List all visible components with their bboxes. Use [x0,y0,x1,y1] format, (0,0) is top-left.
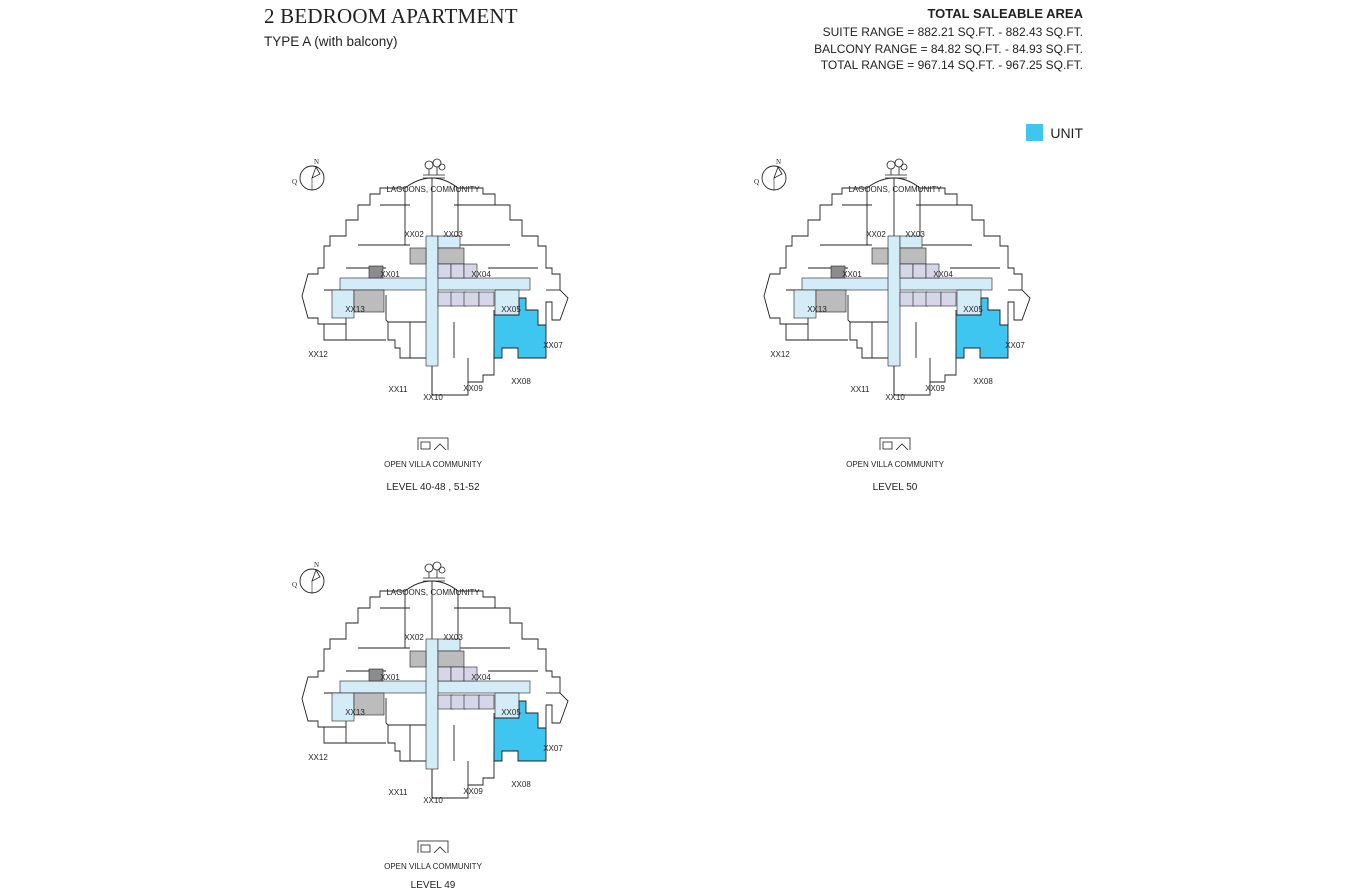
compass-icon [754,158,786,190]
floor-plan-drawing [290,150,580,450]
floor-plan-drawing [752,150,1042,450]
unit-label-xx02: XX02 [404,230,424,239]
legend [1026,124,1083,141]
unit-label-xx10: XX10 [885,393,905,402]
unit-label-xx05: XX05 [501,305,521,314]
unit-label-xx05: XX05 [963,305,983,314]
trees-icon [423,159,445,178]
level-label: LEVEL 49 [410,880,456,891]
unit-label-xx03: XX03 [905,230,925,239]
unit-label-xx09: XX09 [463,384,483,393]
unit-label-xx13: XX13 [345,708,365,717]
total-range: TOTAL RANGE = 967.14 SQ.FT. - 967.25 SQ.FT. [820,58,1083,72]
unit-label-xx12: XX12 [308,753,328,762]
unit-label-xx01: XX01 [380,270,400,279]
villa-icon [418,438,448,450]
unit-label-xx01: XX01 [842,270,862,279]
page-subtitle: TYPE A (with balcony) [264,34,398,49]
unit-label-xx04: XX04 [933,270,953,279]
unit-label-xx03: XX03 [443,230,463,239]
legend-unit-label: UNIT [1050,124,1083,141]
unit-label-xx13: XX13 [807,305,827,314]
unit-label-xx07: XX07 [1005,341,1025,350]
unit-label-xx10: XX10 [423,796,443,805]
balcony-range: BALCONY RANGE = 84.82 SQ.FT. - 84.93 SQ.FT. [814,41,1083,56]
caption-lagoons-community: LAGOONS, COMMUNITY [848,185,942,194]
suite-range: SUITE RANGE = 882.21 SQ.FT. - 882.43 SQ.FT. [822,25,1083,39]
area-heading: TOTAL SALEABLE AREA [927,6,1083,21]
unit-label-xx11: XX11 [850,385,870,394]
trees-icon [423,562,445,581]
unit-label-xx12: XX12 [770,350,790,359]
caption-lagoons-community: LAGOONS, COMMUNITY [386,185,480,194]
caption-lagoons-community: LAGOONS, COMMUNITY [386,588,480,597]
compass-north-label: N [776,158,782,166]
caption-open-villa-community: OPEN VILLA COMMUNITY [846,460,944,469]
compass-icon [292,561,324,593]
unit-label-xx07: XX07 [543,744,563,753]
caption-open-villa-community: OPEN VILLA COMMUNITY [384,460,482,469]
trees-icon [885,159,907,178]
level-label: LEVEL 40-48 , 51-52 [386,482,480,493]
unit-label-xx11: XX11 [388,788,408,797]
floor-plan-levels-40-48-51-52 [290,150,580,493]
unit-label-xx04: XX04 [471,673,491,682]
unit-label-xx09: XX09 [925,384,945,393]
caption-open-villa-community: OPEN VILLA COMMUNITY [384,862,482,871]
unit-label-xx05: XX05 [501,708,521,717]
unit-label-xx11: XX11 [388,385,408,394]
unit-label-xx12: XX12 [308,350,328,359]
compass-north-label: N [314,158,320,166]
unit-label-xx01: XX01 [380,673,400,682]
unit-label-xx02: XX02 [404,633,424,642]
unit-label-xx08: XX08 [973,377,993,386]
legend-unit-swatch [1026,124,1043,141]
unit-label-xx08: XX08 [511,780,531,789]
unit-label-xx07: XX07 [543,341,563,350]
unit-label-xx08: XX08 [511,377,531,386]
compass-q-label: Q [754,178,760,186]
unit-label-xx03: XX03 [443,633,463,642]
unit-label-xx09: XX09 [463,787,483,796]
compass-q-label: Q [292,581,298,589]
level-label: LEVEL 50 [872,482,918,493]
unit-label-xx10: XX10 [423,393,443,402]
area-summary [814,6,1083,74]
unit-label-xx13: XX13 [345,305,365,314]
floor-plan-level-49 [290,553,580,893]
compass-north-label: N [314,561,320,569]
floor-plan-level-50 [752,150,1042,493]
compass-icon [292,158,324,190]
villa-icon [880,438,910,450]
villa-icon [418,841,448,853]
page-title: 2 BEDROOM APARTMENT [264,4,518,28]
unit-label-xx02: XX02 [866,230,886,239]
unit-label-xx04: XX04 [471,270,491,279]
compass-q-label: Q [292,178,298,186]
floor-plan-drawing [290,553,580,853]
